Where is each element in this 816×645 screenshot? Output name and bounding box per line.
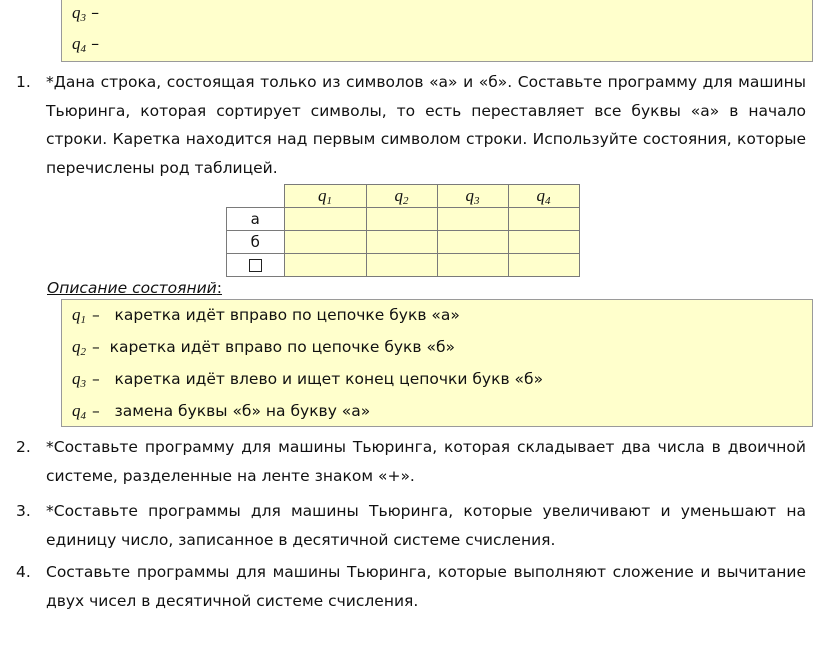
state-description-q3: $q_3$ – каретка идёт влево и ищет конец цепочки букв «б» <box>72 369 544 390</box>
table-cell <box>437 231 508 254</box>
state-symbol: $q_3$ <box>72 3 86 24</box>
table-cell <box>284 231 366 254</box>
table-header-row <box>227 185 580 208</box>
table-row <box>227 231 580 254</box>
table-header-q4: $q_4$ <box>508 185 579 208</box>
state-row-q3 <box>72 1 99 25</box>
table-header-q2: $q_2$ <box>366 185 437 208</box>
table-cell <box>284 254 366 277</box>
state-description-q1: $q_1$ – каретка идёт вправо по цепочке букв «а» <box>72 305 460 326</box>
table-cell <box>366 254 437 277</box>
state-dash: – <box>91 3 100 22</box>
states-description-box <box>61 299 813 427</box>
empty-square-icon <box>249 259 262 272</box>
task-item-3 <box>16 497 806 555</box>
task-text: Составьте программы для машины Тьюринга, которые выполняют сложение и вычитание двух чисел в десятичной системе счисления. <box>46 563 806 610</box>
states-description-title: Описание состояний: <box>47 279 222 297</box>
table-header-q3: $q_3$ <box>437 185 508 208</box>
table-cell <box>508 254 579 277</box>
table-cell <box>366 231 437 254</box>
table-cell <box>437 254 508 277</box>
task-item-4 <box>16 558 806 616</box>
table-cell <box>366 208 437 231</box>
task-number: 2. <box>16 438 31 456</box>
table-cell <box>284 208 366 231</box>
task-number: 1. <box>16 73 31 91</box>
table-cell <box>437 208 508 231</box>
state-description-q4: $q_4$ – замена буквы «б» на букву «а» <box>72 401 371 422</box>
task-text: *Составьте программу для машины Тьюринга, которая складывает два числа в двоичной системе, разделенные на ленте знаком «+». <box>46 438 806 485</box>
table-row <box>227 254 580 277</box>
task-text: *Составьте программы для машины Тьюринга, которые увеличивают и уменьшают на единицу число, записанное в десятичной системе счисления. <box>46 502 806 549</box>
task-item-2 <box>16 433 806 491</box>
task-number: 4. <box>16 563 31 581</box>
row-symbol-b: б <box>227 231 285 254</box>
table-cell <box>508 231 579 254</box>
transition-table <box>226 184 580 277</box>
state-dash: – <box>91 34 100 53</box>
state-box-continued <box>61 0 813 62</box>
row-symbol-a: а <box>227 208 285 231</box>
state-description-q2: $q_2$ – каретка идёт вправо по цепочке букв «б» <box>72 337 456 358</box>
table-corner <box>227 185 285 208</box>
table-row <box>227 208 580 231</box>
table-cell <box>508 208 579 231</box>
state-row-q4 <box>72 32 99 56</box>
state-symbol: $q_4$ <box>72 34 86 55</box>
table-header-q1: $q_1$ <box>284 185 366 208</box>
task-number: 3. <box>16 502 31 520</box>
row-symbol-empty <box>227 254 285 277</box>
task-text: *Дана строка, состоящая только из символов «а» и «б». Составьте программу для машины Тьюринга, которая сортирует символы, то есть переставляет все буквы «а» в начало строки. Каретка находится над первым символом строки. Используйте состояния, которые перечислены род таблицей. <box>46 73 806 177</box>
task-item-1 <box>16 68 806 186</box>
